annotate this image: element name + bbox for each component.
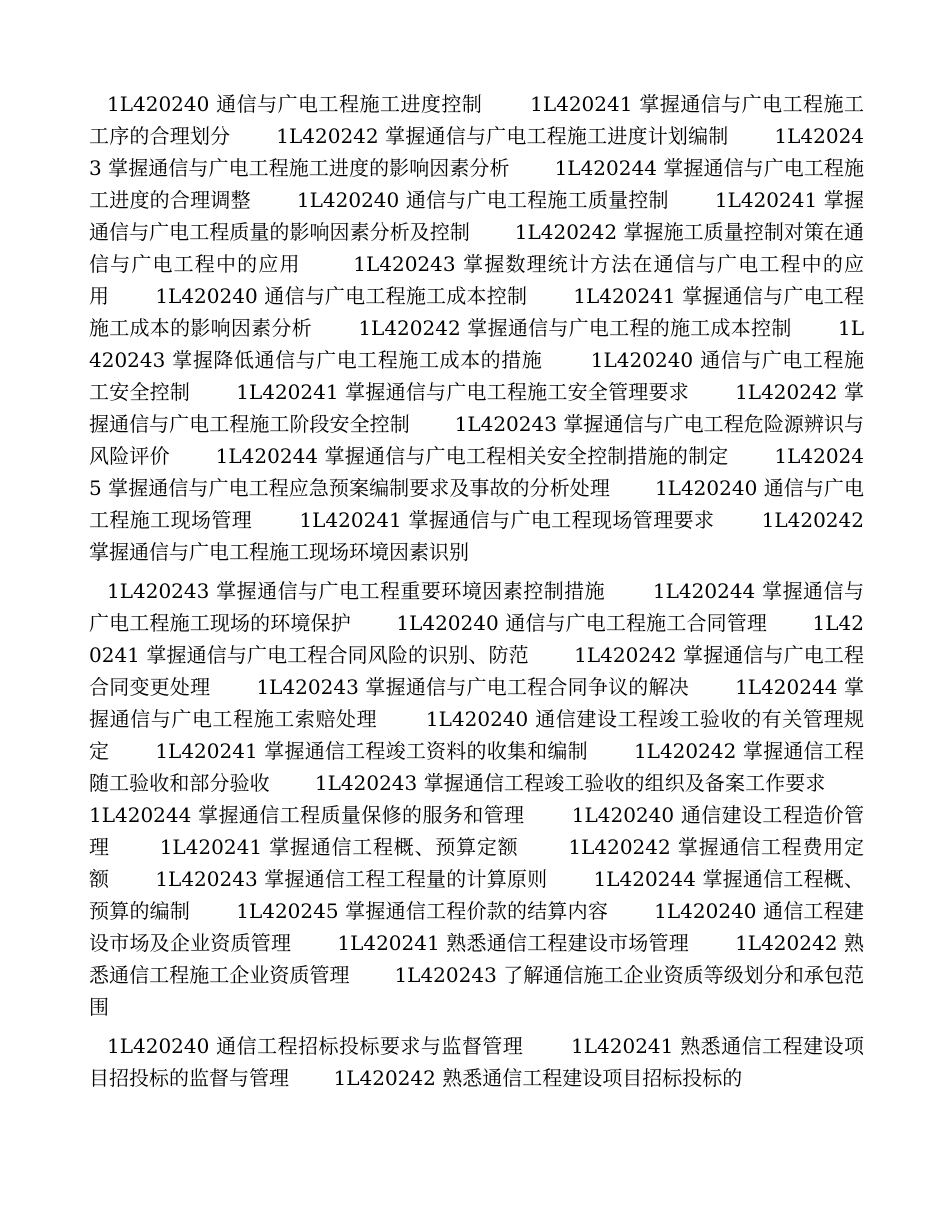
list-item: 1L420240 通信与广电工程施工进度控制	[107, 92, 483, 116]
list-item: 1L420243 掌握通信与广电工程合同争议的解决	[256, 675, 689, 699]
list-item: 1L420243 掌握数理统计方法在通信与广电工程中的应用	[89, 252, 865, 308]
list-item: 1L420240 通信建设工程造价管理	[89, 803, 865, 859]
paragraph-2	[89, 575, 864, 1023]
list-item: 1L420243 掌握通信工程工程量的计算原则	[155, 867, 548, 891]
list-item: 1L420244 掌握通信工程概、预算的编制	[89, 867, 865, 923]
list-item: 1L420244 掌握通信与广电工程施工现场的环境保护	[89, 579, 864, 635]
list-item: 1L420243 了解通信施工企业资质等级划分和承包范围	[89, 963, 865, 1019]
list-item: 1L420242 熟悉通信工程建设项目招标投标的	[333, 1066, 743, 1090]
list-item: 1L420242 掌握通信与广电工程合同变更处理	[89, 643, 864, 699]
list-item: 1L420241 熟悉通信工程建设项目招投标的监督与管理	[89, 1034, 864, 1090]
list-item: 1L420243 掌握降低通信与广电工程施工成本的措施	[89, 316, 864, 372]
paragraph-3	[89, 1030, 864, 1094]
list-item: 1L420242 掌握通信与广电工程施工进度计划编制	[276, 124, 729, 148]
list-item: 1L420242 掌握通信工程随工验收和部分验收	[89, 739, 865, 795]
list-item: 1L420241 掌握通信工程竣工资料的收集和编制	[155, 739, 588, 763]
list-item: 1L420244 掌握通信与广电工程相关安全控制措施的制定	[215, 444, 729, 468]
list-item: 1L420242 掌握通信与广电工程施工阶段安全控制	[89, 380, 865, 436]
list-item: 1L420241 掌握通信与广电工程现场管理要求	[299, 508, 715, 532]
list-item: 1L420240 通信工程建设市场及企业资质管理	[89, 899, 865, 955]
list-item: 1L420241 掌握通信与广电工程施工成本的影响因素分析	[89, 284, 865, 340]
list-item: 1L420244 掌握通信工程质量保修的服务和管理	[89, 803, 525, 827]
paragraph-1	[89, 88, 864, 568]
document-body	[89, 88, 864, 1094]
list-item: 1L420242 熟悉通信工程施工企业资质管理	[89, 931, 865, 987]
list-item: 1L420241 掌握通信与广电工程施工工序的合理划分	[89, 92, 864, 148]
list-item: 1L420243 掌握通信与广电工程危险源辨识与风险评价	[89, 412, 865, 468]
list-item: 1L420242 掌握通信工程费用定额	[89, 835, 865, 891]
list-item: 1L420240 通信与广电工程施工合同管理	[396, 611, 768, 635]
list-item: 1L420240 通信与广电工程施工成本控制	[155, 284, 528, 308]
list-item: 1L420243 掌握通信工程竣工验收的组织及备案工作要求	[314, 771, 826, 795]
list-item: 1L420243 掌握通信与广电工程重要环境因素控制措施	[107, 579, 606, 603]
list-item: 1L420241 掌握通信与广电工程质量的影响因素分析及控制	[89, 188, 865, 244]
list-item: 1L420240 通信与广电工程施工质量控制	[296, 188, 669, 212]
list-item: 1L420240 通信工程招标投标要求与监督管理	[107, 1034, 524, 1058]
list-item: 1L420241 熟悉通信工程建设市场管理	[337, 931, 689, 955]
list-item: 1L420241 掌握通信与广电工程合同风险的识别、防范	[89, 611, 864, 667]
list-item: 1L420243 掌握通信与广电工程施工进度的影响因素分析	[89, 124, 865, 180]
list-item: 1L420245 掌握通信工程价款的结算内容	[236, 899, 609, 923]
list-item: 1L420241 掌握通信与广电工程施工安全管理要求	[236, 380, 689, 404]
list-item: 1L420244 掌握通信与广电工程施工索赔处理	[89, 675, 865, 731]
list-item: 1L420242 掌握通信与广电工程施工现场环境因素识别	[89, 508, 864, 564]
list-item: 1L420241 掌握通信工程概、预算定额	[159, 835, 519, 859]
list-item: 1L420242 掌握通信与广电工程的施工成本控制	[358, 316, 792, 340]
list-item: 1L420240 通信与广电工程施工安全控制	[89, 348, 864, 404]
list-item: 1L420245 掌握通信与广电工程应急预案编制要求及事故的分析处理	[89, 444, 865, 500]
list-item: 1L420240 通信建设工程竣工验收的有关管理规定	[89, 707, 865, 763]
list-item: 1L420244 掌握通信与广电工程施工进度的合理调整	[89, 156, 864, 212]
list-item: 1L420242 掌握施工质量控制对策在通信与广电工程中的应用	[89, 220, 865, 276]
list-item: 1L420240 通信与广电工程施工现场管理	[89, 476, 864, 532]
